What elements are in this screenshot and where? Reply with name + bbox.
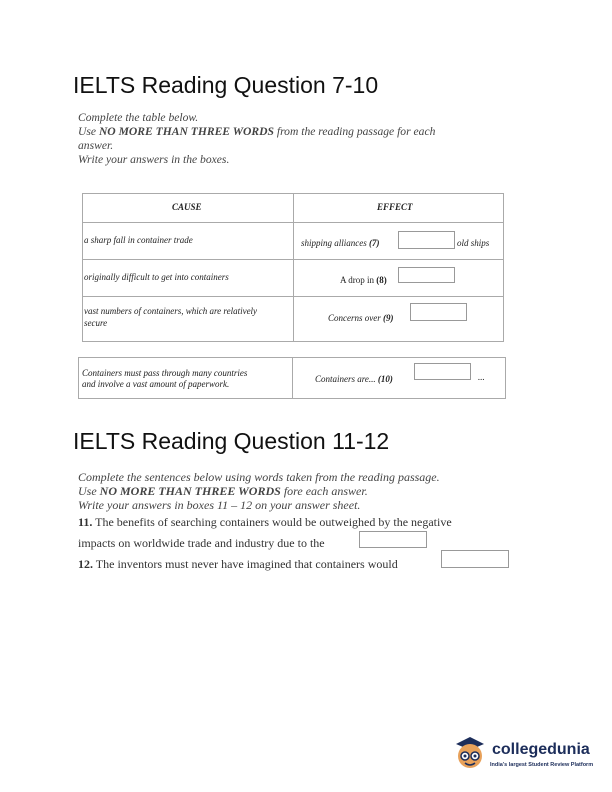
table-row <box>293 296 504 342</box>
question-11-line2: impacts on worldwide trade and industry due to the <box>78 536 325 550</box>
instruction-text: from the reading passage for each <box>273 125 436 138</box>
effect-text: Containers are... <box>315 374 376 384</box>
table-divider <box>292 357 293 399</box>
logo-wordmark: collegedunia <box>492 741 590 758</box>
effect-text-after: old ships <box>457 238 490 248</box>
effect-text: Concerns over <box>328 313 381 323</box>
answer-box-11[interactable] <box>359 531 427 548</box>
cause-cell-line1: Containers must pass through many countries <box>82 368 248 378</box>
instruction-emphasis: NO MORE THAN THREE WORDS <box>98 125 274 138</box>
instruction-line <box>78 125 435 139</box>
effect-cell <box>315 374 393 384</box>
instruction-line: Complete the table below. <box>78 111 199 124</box>
cause-cell: originally difficult to get into containers <box>84 272 229 282</box>
instruction-line: Complete the sentences below using words taken from the reading passage. <box>78 470 440 484</box>
section-title-7-10: IELTS Reading Question 7-10 <box>73 72 379 98</box>
question-text: The benefits of searching containers would be outweighed by the negative <box>92 515 452 529</box>
question-number: (7) <box>369 238 380 248</box>
instructions-11-12 <box>78 470 440 512</box>
instruction-line <box>78 484 440 498</box>
question-11-line1 <box>78 515 452 530</box>
question-number: 11. <box>78 515 93 529</box>
effect-text-after: ... <box>478 372 485 382</box>
answer-box-7[interactable] <box>398 231 455 249</box>
table-row <box>82 296 294 342</box>
cause-cell-line2: secure <box>84 318 108 328</box>
instruction-line: Write your answers in boxes 11 – 12 on your answer sheet. <box>78 498 361 512</box>
effect-text: A drop in <box>340 275 375 285</box>
answer-box-12[interactable] <box>441 550 509 568</box>
question-number: 12. <box>78 557 93 571</box>
section-title-11-12: IELTS Reading Question 11-12 <box>73 428 390 454</box>
question-text: The inventors must never have imagined that containers would <box>93 557 398 571</box>
instruction-text: Use <box>78 125 99 138</box>
effect-cell <box>340 275 387 285</box>
instruction-text: fore each answer. <box>280 484 368 498</box>
collegedunia-logo-icon <box>452 734 488 774</box>
cause-cell-line2: and involve a vast amount of paperwork. <box>82 379 230 389</box>
question-number: (9) <box>383 313 394 323</box>
answer-box-8[interactable] <box>398 267 455 283</box>
table-header-cause: CAUSE <box>172 202 202 212</box>
answer-box-9[interactable] <box>410 303 467 321</box>
instructions-7-10 <box>78 111 435 167</box>
instruction-text: Use <box>78 484 100 498</box>
table-header-effect: EFFECT <box>377 202 413 212</box>
effect-cell <box>301 238 380 248</box>
cause-cell: a sharp fall in container trade <box>84 235 193 245</box>
instruction-line: Write your answers in the boxes. <box>78 153 230 166</box>
question-number: (10) <box>377 374 393 384</box>
instruction-line: answer. <box>78 139 114 152</box>
question-12 <box>78 557 398 572</box>
question-number: (8) <box>376 275 387 285</box>
logo-tagline: India's largest Student Review Platform <box>490 762 594 768</box>
instruction-emphasis: NO MORE THAN THREE WORDS <box>99 484 281 498</box>
cause-cell-line1: vast numbers of containers, which are relatively <box>84 306 258 316</box>
effect-cell <box>328 313 394 323</box>
effect-text: shipping alliances <box>301 238 367 248</box>
answer-box-10[interactable] <box>414 363 471 380</box>
